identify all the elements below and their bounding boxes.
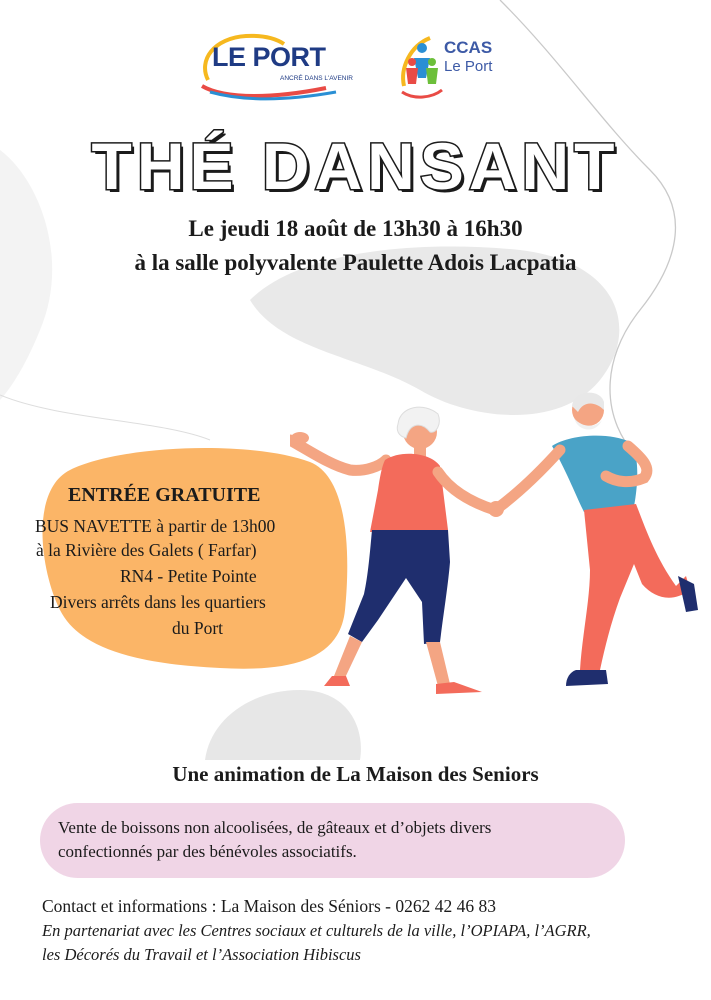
entry-line: BUS NAVETTE à partir de 13h00 <box>35 516 276 536</box>
entry-line: à la Rivière des Galets ( Farfar) <box>36 540 257 560</box>
thin-curve-line-2 <box>0 395 210 440</box>
sale-info-line: Vente de boissons non alcoolisées, de gâteaux et d’objets divers <box>58 818 492 837</box>
le-port-logo <box>196 30 356 102</box>
ccas-logo <box>398 32 508 102</box>
man-dancer <box>498 393 698 686</box>
event-venue: à la salle polyvalente Paulette Adois Lacpatia <box>134 250 577 275</box>
sale-info-line: confectionnés par des bénévoles associatifs. <box>58 842 357 861</box>
partnership-line: les Décorés du Travail et l’Association Hibiscus <box>42 945 361 964</box>
le-port-logo-title: LE PORT <box>212 42 326 72</box>
entry-line: Divers arrêts dans les quartiers <box>50 592 266 612</box>
ccas-logo-subtitle: Le Port <box>444 58 493 75</box>
sale-info-box <box>40 803 625 878</box>
event-date: Le jeudi 18 août de 13h30 à 16h30 <box>188 216 523 241</box>
joined-hands-icon <box>488 501 504 517</box>
entry-line: du Port <box>172 618 224 638</box>
animation-title: Une animation de La Maison des Seniors <box>172 762 539 786</box>
page-title: THÉ DANSANT <box>91 129 620 203</box>
woman-dancer <box>290 407 495 694</box>
entry-line: RN4 - Petite Pointe <box>120 566 257 586</box>
le-port-logo-tagline: ANCRÉ DANS L'AVENIR <box>280 75 353 82</box>
partnership-line: En partenariat avec les Centres sociaux et culturels de la ville, l’OPIAPA, l’AGRR, <box>42 921 591 940</box>
entry-title: ENTRÉE GRATUITE <box>68 484 261 506</box>
contact-info: Contact et informations : La Maison des Séniors - 0262 42 46 83 <box>42 896 496 916</box>
dancing-couple-illustration <box>290 380 710 710</box>
ccas-people-icon <box>398 32 444 102</box>
ccas-logo-title: CCAS <box>444 38 493 57</box>
